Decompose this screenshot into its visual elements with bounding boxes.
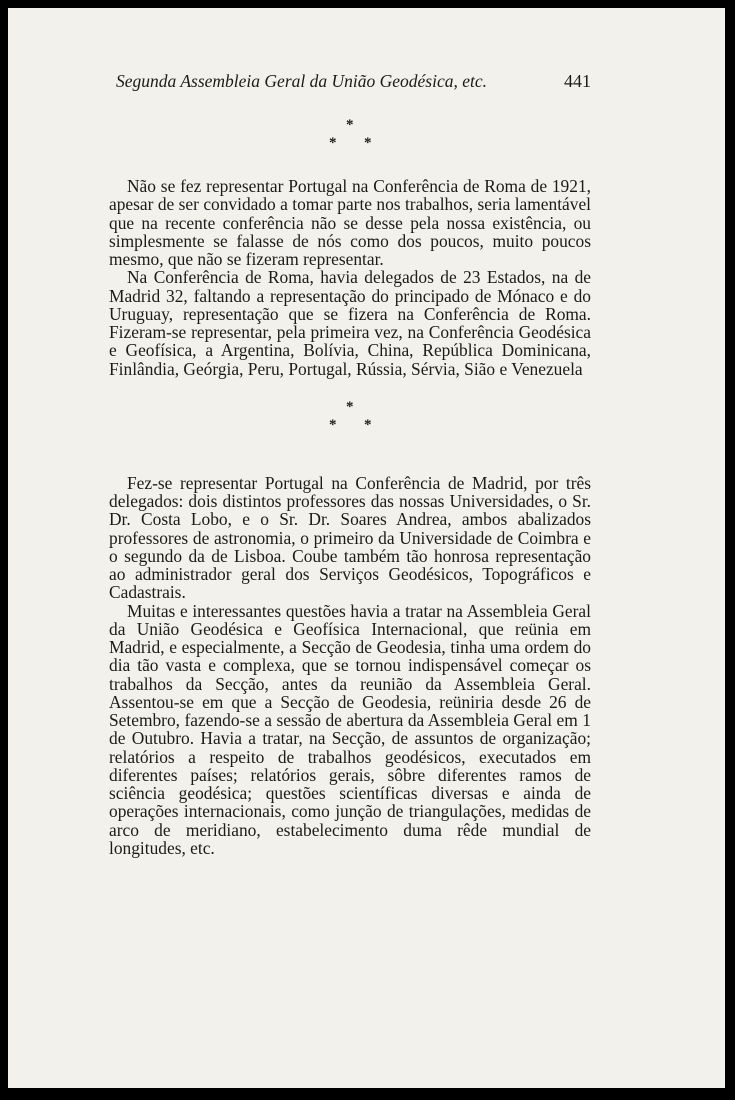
asterism-star: * [329, 416, 337, 433]
asterism-separator [109, 112, 591, 166]
paragraph: Não se fez representar Portugal na Conferência de Roma de 1921, apesar de ser convidado a tomar parte nos trabalhos, seria lamentável que na recente conferência não se desse pela nossa existência, ou simplesmente se falasse de nós como dos poucos, muito poucos mesmo, que não se fizeram representar. [109, 176, 591, 269]
asterism-star: * [364, 416, 372, 433]
paragraph: Muitas e interessantes questões havia a tratar na Assembleia Geral da União Geodésica e Geofísica Internacional, que reünia em Madrid, e especialmente, a Secção de Geodesia, tinha uma ordem do dia tão vasta e complexa, que se tornou indispensável começar os trabalhos da Secção, antes da reunião da Assembleia Geral. Assentou-se em que a Secção de Geodesia, reüniria desde 26 de Setembro, fazendo-se a sessão de abertura da Assembleia Geral em 1 de Outubro. Havia a tratar, na Secção, de assuntos de organização; relatórios a respeito de trabalhos geodésicos, executados em diferentes países; relatórios gerais, sôbre diferentes ramos de sciência geodésica; questões scientíficas diversas e ainda de operações internacionais, como junção de triangulações, medidas de arco de meridiano, estabelecimento duma rêde mundial de longitudes, etc. [109, 600, 591, 858]
running-head [109, 68, 591, 94]
section-madrid [109, 474, 591, 857]
page-body [109, 68, 591, 857]
paragraph: Fez-se representar Portugal na Conferência de Madrid, por três delegados: dois distintos professores das nossas Universidades, o Sr. Dr. Costa Lobo, e o Sr. Dr. Soares Andrea, ambos abalizados professores de astronomia, o primeiro da Universidade de Coimbra e o segundo da de Lisboa. Coube também tão honrosa representação ao administrador geral dos Serviços Geodésicos, Topográficos e Cadastrais. [109, 472, 591, 603]
asterism-star: * [346, 117, 354, 133]
page-number: 441 [564, 71, 591, 91]
asterism-star: * [346, 398, 354, 415]
running-head-title: Segunda Assembleia Geral da União Geodésica, etc. [116, 71, 487, 91]
asterism-star: * [329, 135, 337, 151]
scanned-page [8, 8, 725, 1088]
asterism-star: * [364, 135, 372, 151]
paragraph: Na Conferência de Roma, havia delegados de 23 Estados, na de Madrid 32, faltando a representação do principado de Mónaco e do Uruguay, representação que se fizera na Conferência de Roma. Fizeram-se representar, pela primeira vez, na Conferência Geodésica e Geofísica, a Argentina, Bolívia, China, República Dominicana, Finlândia, Geórgia, Peru, Portugal, Rússia, Sérvia, Sião e Venezuela [109, 267, 591, 379]
asterism-separator [109, 394, 591, 448]
section-roma [109, 177, 591, 378]
